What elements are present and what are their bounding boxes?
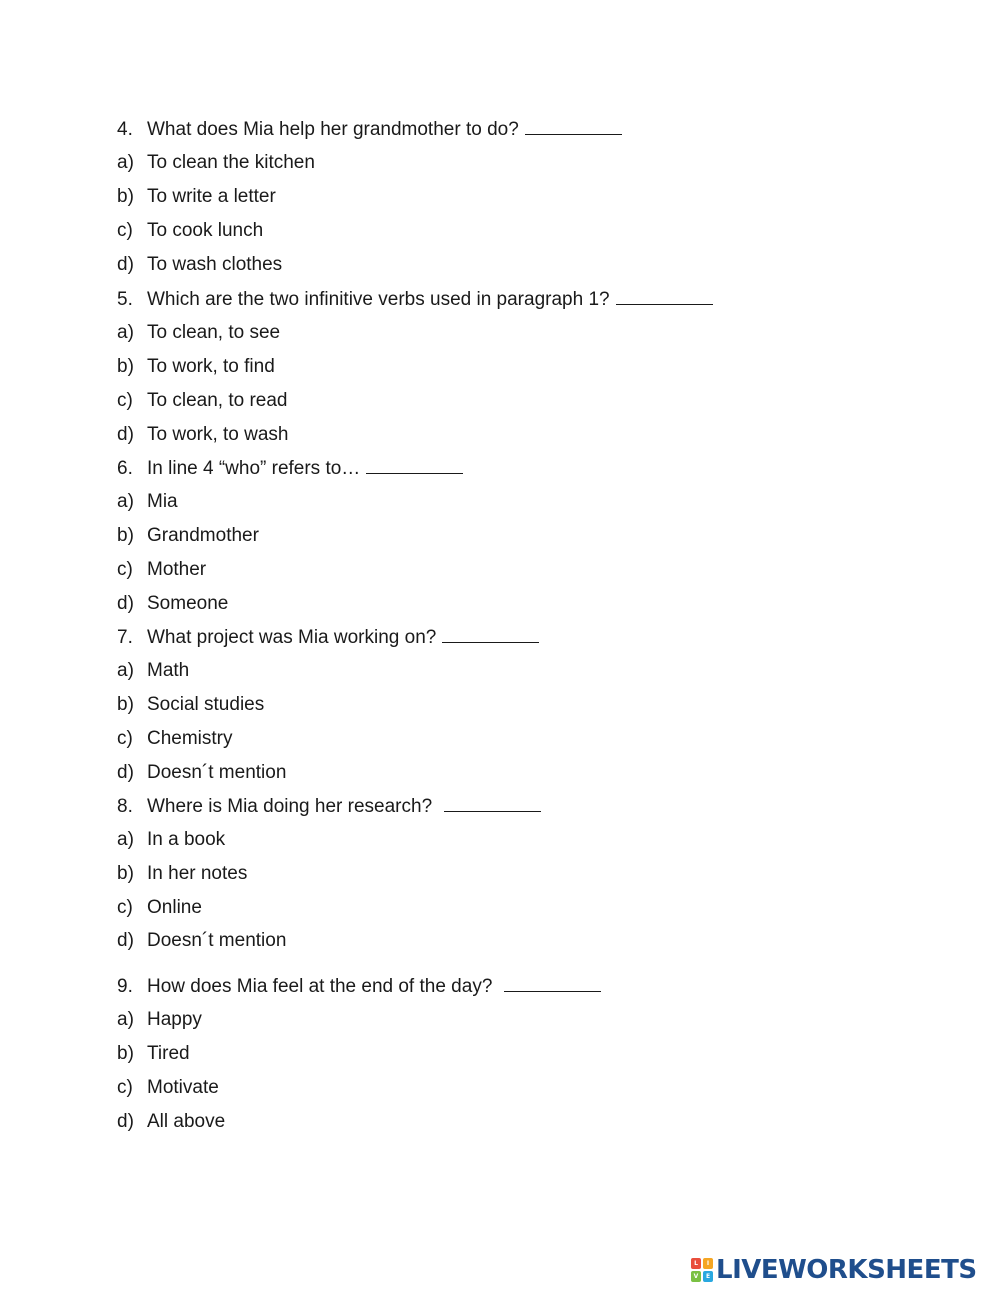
- q4-option-a: [117, 151, 315, 175]
- q8-option-a: [117, 828, 225, 852]
- option-letter: d): [117, 424, 134, 445]
- option-text: To wash clothes: [147, 254, 283, 275]
- question-number: 9.: [117, 976, 133, 997]
- q8-option-b: [117, 862, 247, 886]
- question-number: 7.: [117, 627, 133, 648]
- q9-option-c: [117, 1076, 219, 1100]
- q7-option-c: [117, 727, 233, 751]
- option-letter: b): [117, 186, 134, 207]
- option-text: To clean, to read: [147, 390, 288, 411]
- question-6: [117, 456, 463, 481]
- option-text: Math: [147, 660, 190, 681]
- question-number: 6.: [117, 458, 133, 479]
- question-9: [117, 974, 601, 999]
- option-text: Happy: [147, 1009, 202, 1030]
- answer-blank-q6[interactable]: [366, 456, 463, 474]
- q5-option-d: [117, 423, 289, 447]
- option-letter: d): [117, 593, 134, 614]
- logo-tile-e: E: [703, 1271, 713, 1282]
- q7-option-a: [117, 659, 189, 683]
- option-text: Online: [147, 897, 202, 918]
- option-text: Someone: [147, 593, 229, 614]
- option-letter: c): [117, 897, 133, 918]
- liveworksheets-logo: [691, 1255, 977, 1285]
- q9-option-b: [117, 1042, 190, 1066]
- logo-text: LIVEWORKSHEETS: [716, 1255, 977, 1285]
- logo-tile-v: V: [691, 1271, 701, 1282]
- q8-option-c: [117, 896, 202, 920]
- question-8: [117, 794, 541, 819]
- q6-option-d: [117, 592, 228, 616]
- logo-tiles-icon: [691, 1258, 713, 1282]
- option-text: To clean, to see: [147, 322, 281, 343]
- question-7: [117, 625, 539, 650]
- question-text: Which are the two infinitive verbs used in paragraph 1?: [147, 289, 610, 310]
- question-text: In line 4 “who” refers to…: [147, 458, 361, 479]
- option-letter: c): [117, 1077, 133, 1098]
- answer-blank-q7[interactable]: [442, 625, 539, 643]
- question-number: 5.: [117, 289, 133, 310]
- option-letter: a): [117, 829, 134, 850]
- q7-option-b: [117, 693, 264, 717]
- question-text: Where is Mia doing her research?: [147, 796, 433, 817]
- q9-option-d: [117, 1110, 225, 1134]
- q6-option-c: [117, 558, 206, 582]
- option-letter: a): [117, 491, 134, 512]
- option-text: Doesn´t mention: [147, 762, 287, 783]
- q5-option-a: [117, 321, 280, 345]
- q8-option-d: [117, 929, 286, 953]
- option-letter: c): [117, 220, 133, 241]
- option-text: Chemistry: [147, 728, 233, 749]
- option-text: Doesn´t mention: [147, 930, 287, 951]
- question-number: 4.: [117, 119, 133, 140]
- option-text: To work, to find: [147, 356, 275, 377]
- option-text: To write a letter: [147, 186, 276, 207]
- q5-option-c: [117, 389, 287, 413]
- q4-option-c: [117, 219, 263, 243]
- q9-option-a: [117, 1008, 202, 1032]
- question-number: 8.: [117, 796, 133, 817]
- q6-option-b: [117, 524, 259, 548]
- q4-option-b: [117, 185, 276, 209]
- option-text: Motivate: [147, 1077, 219, 1098]
- option-letter: c): [117, 728, 133, 749]
- option-letter: a): [117, 660, 134, 681]
- option-text: To clean the kitchen: [147, 152, 315, 173]
- option-letter: c): [117, 559, 133, 580]
- option-text: To cook lunch: [147, 220, 264, 241]
- question-text: What project was Mia working on?: [147, 627, 437, 648]
- option-text: Grandmother: [147, 525, 259, 546]
- option-letter: d): [117, 1111, 134, 1132]
- option-letter: a): [117, 322, 134, 343]
- answer-blank-q8[interactable]: [444, 794, 541, 812]
- option-letter: b): [117, 356, 134, 377]
- option-letter: b): [117, 525, 134, 546]
- answer-blank-q5[interactable]: [616, 287, 713, 305]
- option-text: To work, to wash: [147, 424, 289, 445]
- logo-tile-l: L: [691, 1258, 701, 1269]
- q5-option-b: [117, 355, 275, 379]
- option-text: In her notes: [147, 863, 248, 884]
- option-text: All above: [147, 1111, 226, 1132]
- question-text: What does Mia help her grandmother to do?: [147, 119, 519, 140]
- question-5: [117, 287, 713, 312]
- answer-blank-q9[interactable]: [504, 974, 601, 992]
- option-text: Tired: [147, 1043, 190, 1064]
- option-text: Mia: [147, 491, 178, 512]
- option-letter: b): [117, 863, 134, 884]
- question-text: How does Mia feel at the end of the day?: [147, 976, 493, 997]
- option-letter: d): [117, 254, 134, 275]
- option-text: Mother: [147, 559, 207, 580]
- option-letter: a): [117, 1009, 134, 1030]
- answer-blank-q4[interactable]: [525, 117, 622, 135]
- q7-option-d: [117, 761, 286, 785]
- option-letter: c): [117, 390, 133, 411]
- option-text: In a book: [147, 829, 226, 850]
- option-letter: b): [117, 694, 134, 715]
- option-letter: d): [117, 930, 134, 951]
- logo-tile-i: I: [703, 1258, 713, 1269]
- q4-option-d: [117, 253, 282, 277]
- option-letter: a): [117, 152, 134, 173]
- option-letter: d): [117, 762, 134, 783]
- option-letter: b): [117, 1043, 134, 1064]
- q6-option-a: [117, 490, 178, 514]
- option-text: Social studies: [147, 694, 265, 715]
- question-4: [117, 117, 622, 142]
